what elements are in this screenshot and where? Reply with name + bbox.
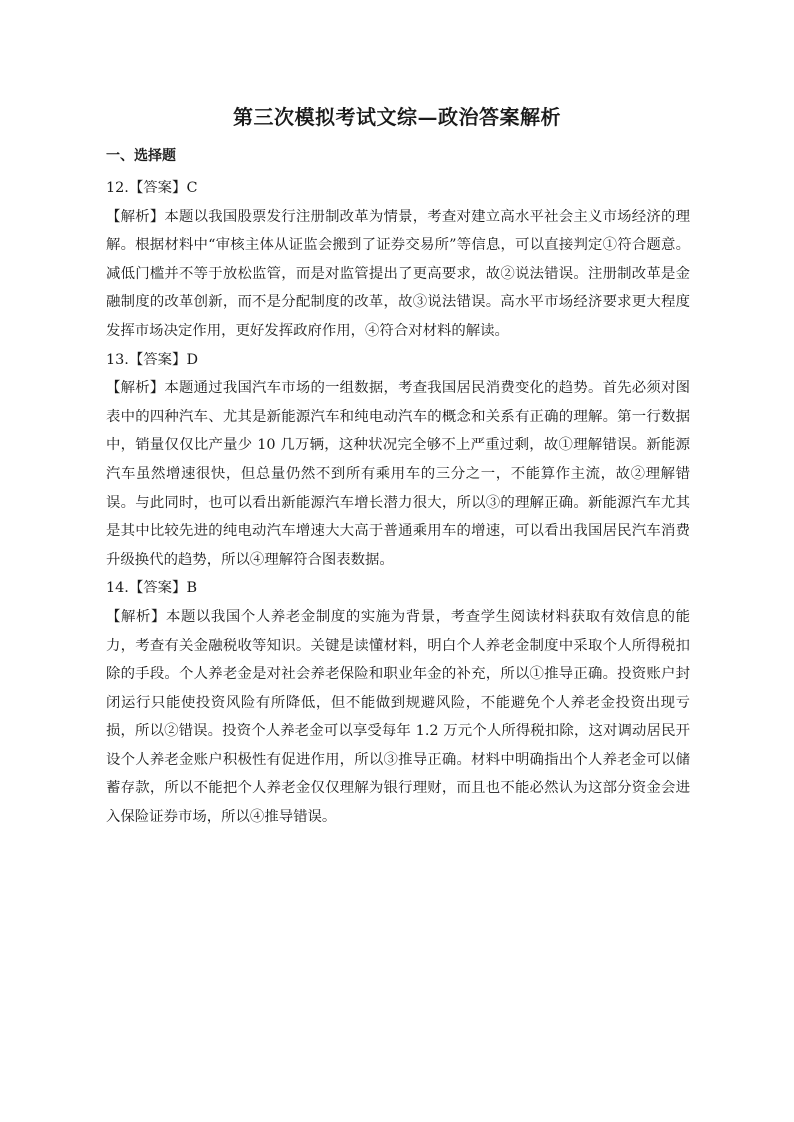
analysis-paragraph-12: 【解析】本题以我国股票发行注册制改革为情景，考查对建立高水平社会主义市场经济的理解。根据材料中“审核主体从证监会搬到了证券交易所”等信息，可以直接判定①符合题意。减低门槛并不等于放松监管，而是对监管提出了更高要求，故②说法错误。注册制改革是金融制度的改革创新，而不是分配制度的改革，故③说法错误。高水平市场经济要求更大程度发挥市场决定作用，更好发挥政府作用，④符合对材料的解读。 <box>106 208 690 339</box>
answer-body <box>106 174 690 832</box>
analysis-paragraph-13: 【解析】本题通过我国汽车市场的一组数据，考查我国居民消费变化的趋势。首先必须对图表中的四种汽车、尤其是新能源汽车和纯电动汽车的概念和关系有正确的理解。第一行数据中，销量仅仅比产量少 10 几万辆，这种状况完全够不上严重过剩，故①理解错误。新能源汽车虽然增速很快，但总量仍然不到所有乘用车的三分之一，不能算作主流，故②理解错误。与此同时，也可以看出新能源汽车增长潜力很大，所以③的理解正确。新能源汽车尤其是其中比较先进的纯电动汽车增速大大高于普通乘用车的增速，可以看出我国居民汽车消费升级换代的趋势，所以④理解符合图表数据。 <box>106 380 690 568</box>
analysis-paragraph-14: 【解析】本题以我国个人养老金制度的实施为背景，考查学生阅读材料获取有效信息的能力，考查有关金融税收等知识。关键是读懂材料，明白个人养老金制度中采取个人所得税扣除的手段。个人养老金是对社会养老保险和职业年金的补充，所以①推导正确。投资账户封闭运行只能使投资风险有所降低，但不能做到规避风险，不能避免个人养老金投资出现亏损，所以②错误。投资个人养老金可以享受每年 1.2 万元个人所得税扣除，这对调动居民开设个人养老金账户积极性有促进作用，所以③推导正确。材料中明确指出个人养老金可以储蓄存款，所以不能把个人养老金仅仅理解为银行理财，而且也不能必然认为这部分资金会进入保险证券市场，所以④推导错误。 <box>106 608 690 826</box>
page-title: 第三次模拟考试文综—政治答案解析 <box>233 105 561 129</box>
section-heading: 一、选择题 <box>106 148 176 164</box>
answer-line-14: 14.【答案】B <box>106 580 198 597</box>
answer-line-12: 12.【答案】C <box>106 180 198 196</box>
answer-line-13: 13.【答案】D <box>106 351 198 368</box>
